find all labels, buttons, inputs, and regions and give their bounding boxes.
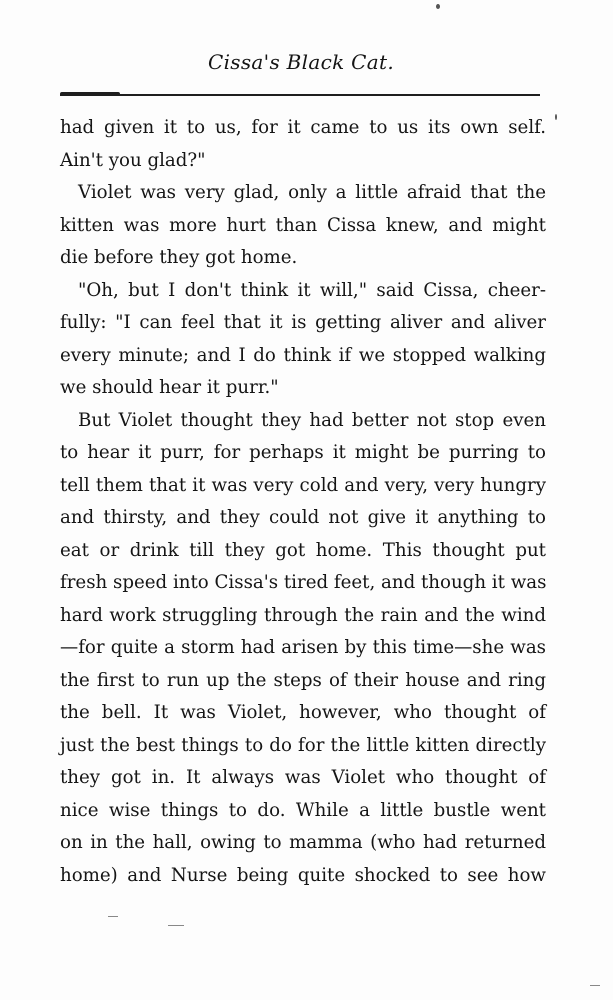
scan-mark	[168, 925, 184, 926]
scan-speck	[436, 4, 440, 9]
text-line: —for quite a storm had arisen by this time—she was	[60, 637, 546, 658]
text-line: hard work struggling through the rain and the wind	[60, 604, 546, 626]
text-line: die before they got home.	[60, 247, 298, 268]
text-line: Ain't you glad?"	[60, 149, 206, 171]
text-line: they got in. It always was Violet who thought of	[60, 767, 546, 788]
text-line: tell them that it was very cold and very, very hungry	[60, 474, 546, 496]
text-line: to hear it purr, for perhaps it might be purring to	[60, 442, 546, 463]
text-line: the bell. It was Violet, however, who thought of	[60, 702, 546, 723]
header-rule	[60, 94, 540, 96]
text-line: on in the hall, owing to mamma (who had returned	[60, 832, 546, 853]
text-line: every minute; and I do think if we stopped walking	[60, 344, 546, 366]
text-line: Violet was very glad, only a little afraid that the	[78, 182, 546, 203]
text-line: "Oh, but I don't think it will," said Cissa, cheer-	[78, 279, 546, 301]
text-line: But Violet thought they had better not stop even	[78, 409, 546, 431]
text-line: fresh speed into Cissa's tired feet, and though it was	[60, 572, 547, 593]
text-line: just the best things to do for the little kitten directly	[60, 734, 546, 756]
text-line: home) and Nurse being quite shocked to see how	[60, 864, 546, 886]
scan-speck	[555, 114, 557, 120]
text-line: we should hear it purr."	[60, 377, 279, 398]
scan-mark	[108, 916, 118, 917]
text-line: kitten was more hurt than Cissa knew, and might	[60, 214, 546, 236]
text-line: nice wise things to do. While a little bustle went	[60, 799, 546, 821]
text-line: fully: "I can feel that it is getting aliver and aliver	[60, 312, 546, 333]
text-line: the first to run up the steps of their house and ring	[60, 669, 546, 691]
text-line: had given it to us, for it came to us its own self.	[60, 117, 546, 138]
running-head: Cissa's Black Cat.	[208, 50, 394, 74]
text-line: and thirsty, and they could not give it anything to	[60, 507, 546, 528]
scan-mark	[590, 985, 600, 986]
text-line: eat or drink till they got home. This thought put	[60, 539, 546, 561]
body-text	[60, 112, 546, 892]
